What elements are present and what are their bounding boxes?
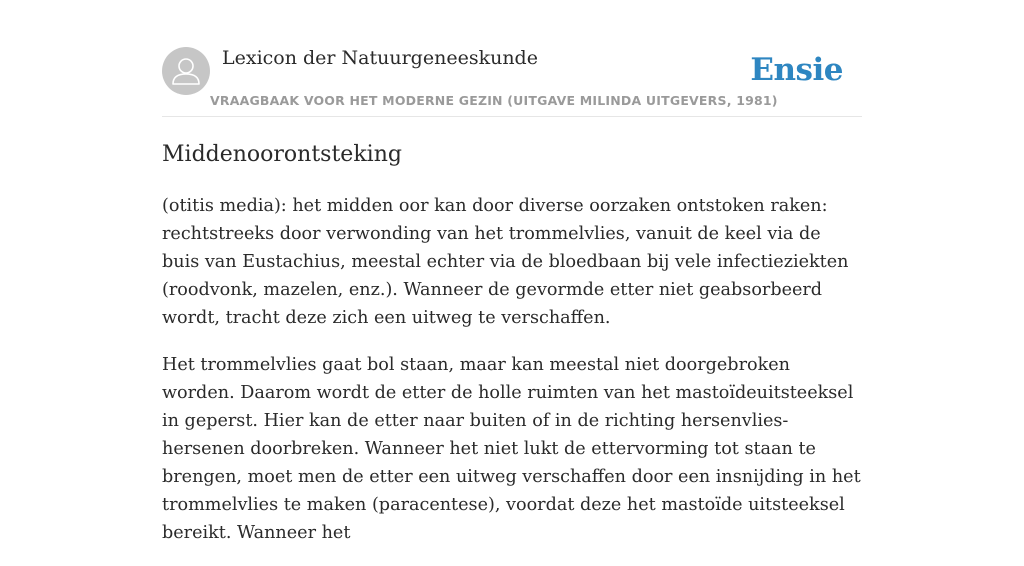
user-placeholder-icon[interactable] — [162, 47, 210, 95]
entry-paragraph: (otitis media): het midden oor kan door diverse oorzaken ontstoken raken: rechtstreeks door verwonding van het trommelvlies, vanuit de keel via de buis van Eustachius, meestal echter via de bloedbaan bij vele infectieziekten (roodvonk, mazelen, enz.). Wanneer de gevormde etter niet geabsorbeerd wordt, tracht deze zich een uitweg te verschaffen. — [162, 196, 849, 328]
entry-paragraph: Het trommelvlies gaat bol staan, maar kan meestal niet doorgebroken worden. Daarom wordt de etter de holle ruimten van het mastoïdeuitsteeksel in geperst. Hier kan de etter naar buiten of in de richting hersenvlies-hersenen doorbreken. Wanneer het niet lukt de ettervorming tot staan te brengen, moet men de etter een uitweg verschaffen door een insnijding in het trommelvlies te maken (paracentese), voordat deze het mastoïde uitsteeksel bereikt. Wanneer het — [162, 355, 861, 543]
book-subtitle: VRAAGBAAK VOOR HET MODERNE GEZIN (UITGAVE MILINDA UITGEVERS, 1981) — [210, 93, 778, 108]
brand-logo[interactable]: Ensie — [750, 52, 843, 88]
avatar-glyph — [162, 47, 210, 95]
book-header — [162, 46, 862, 117]
entry-content — [162, 192, 862, 566]
entry-title: Middenoorontsteking — [162, 142, 402, 167]
book-title[interactable]: Lexicon der Natuurgeneeskunde — [222, 47, 538, 69]
